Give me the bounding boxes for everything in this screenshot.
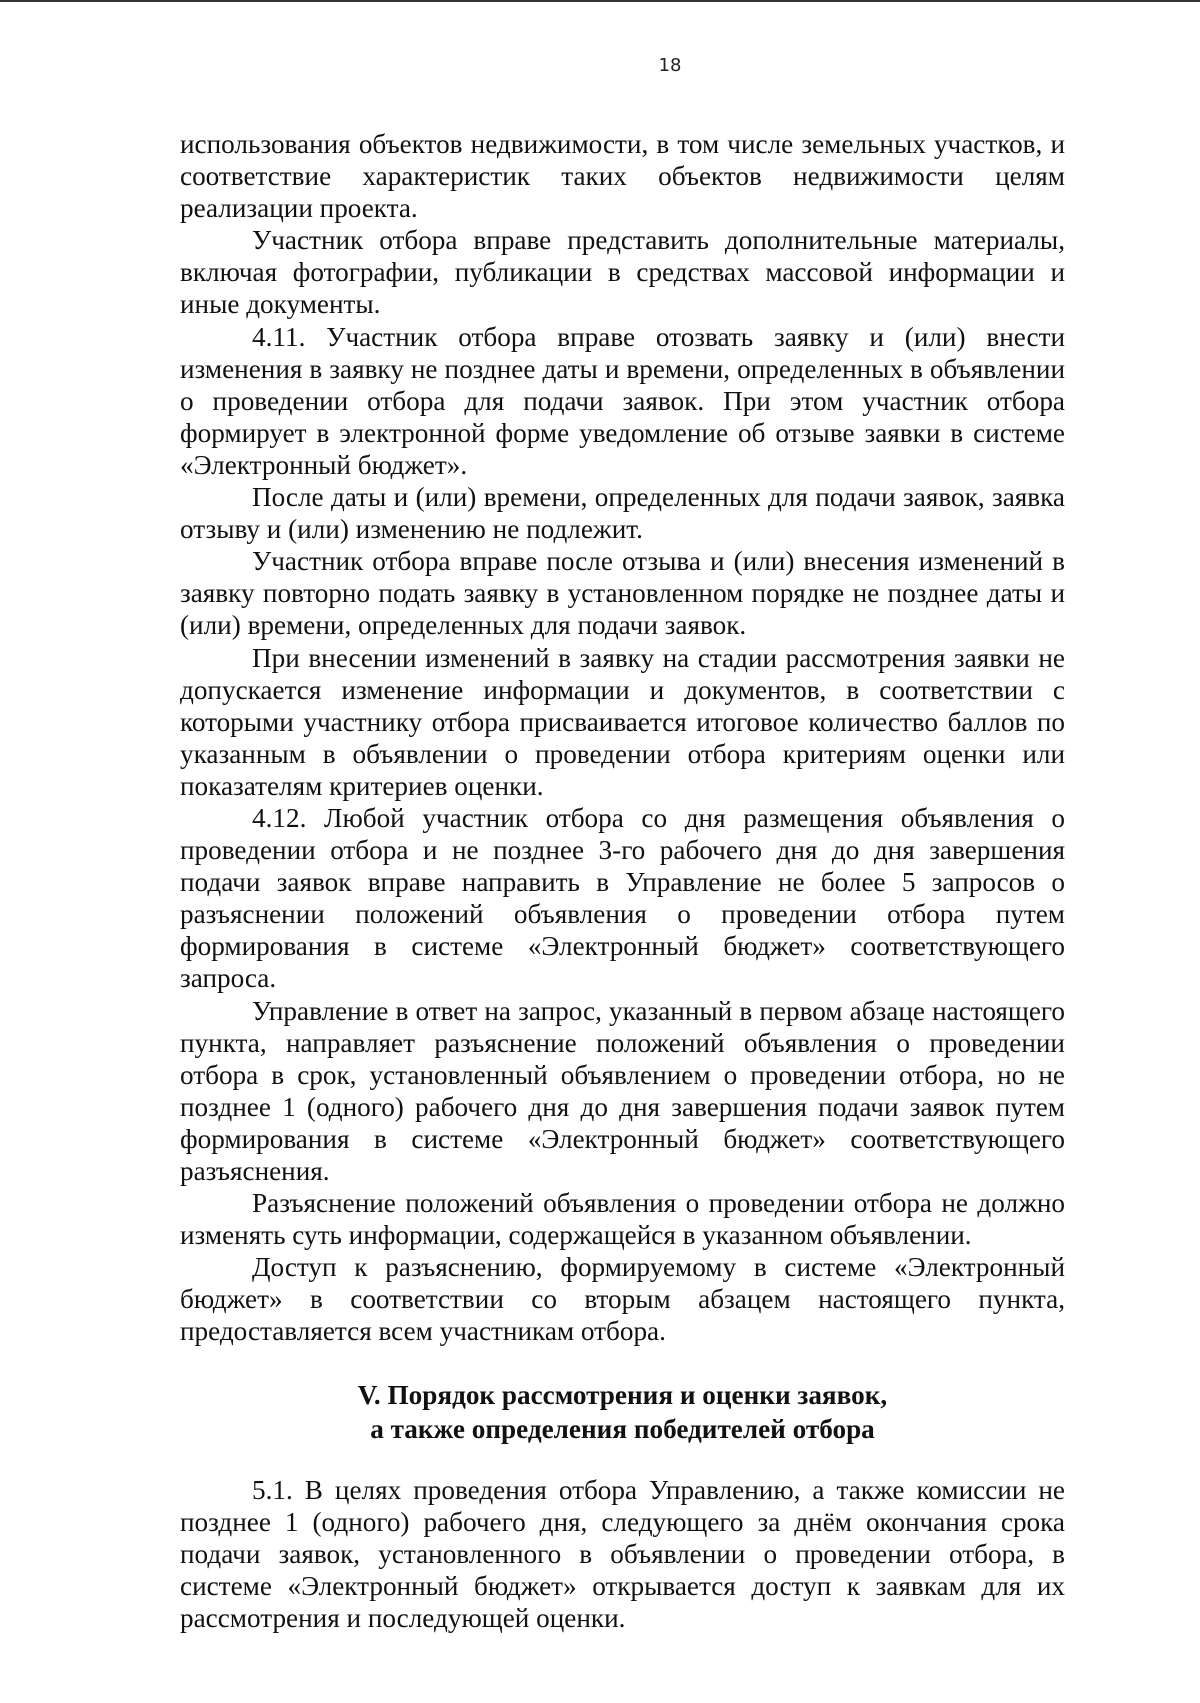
paragraph: 4.12. Любой участник отбора со дня размещения объявления о проведении отбора и не позднее 3-го рабочего дня до дня завершения подачи заявок вправе направить в Управление не более 5 запросов о разъяснении положений объявления о проведении отбора путем формирования в системе «Электронный бюджет» соответствующего запроса.: [180, 802, 1065, 994]
scan-edge-line: [0, 0, 1200, 2]
section-heading-line-2: а также определения победителей отбора: [370, 1413, 875, 1444]
document-body: [180, 128, 1065, 1634]
paragraph: Участник отбора вправе представить дополнительные материалы, включая фотографии, публикации в средствах массовой информации и иные документы.: [180, 225, 1065, 320]
section-heading-line-1: V. Порядок рассмотрения и оценки заявок,: [357, 1379, 888, 1410]
paragraph: При внесении изменений в заявку на стадии рассмотрения заявки не допускается изменение информации и документов, в соответствии с которыми участнику отбора присваивается итоговое количество баллов по указанным в объявлении о проведении отбора критериям оценки или показателям критериев оценки.: [180, 642, 1065, 801]
paragraph: 4.11. Участник отбора вправе отозвать заявку и (или) внести изменения в заявку не позднее даты и времени, определенных в объявлении о проведении отбора для подачи заявок. При этом участник отбора формирует в электронной форме уведомление об отзыве заявки в системе «Электронный бюджет».: [180, 321, 1065, 480]
section-heading: [180, 1378, 1065, 1446]
paragraph: Участник отбора вправе после отзыва и (или) внесения изменений в заявку повторно подать заявку в установленном порядке не позднее даты и (или) времени, определенных для подачи заявок.: [180, 546, 1065, 641]
paragraph: Разъяснение положений объявления о проведении отбора не должно изменять суть информации, содержащейся в указанном объявлении.: [180, 1188, 1065, 1251]
paragraph: 5.1. В целях проведения отбора Управлению, а также комиссии не позднее 1 (одного) рабочего дня, следующего за днём окончания срока подачи заявок, установленного в объявлении о проведении отбора, в системе «Электронный бюджет» открывается доступ к заявкам для их рассмотрения и последующей оценки.: [180, 1474, 1065, 1633]
page-number: 18: [658, 55, 682, 76]
paragraph: После даты и (или) времени, определенных для подачи заявок, заявка отзыву и (или) изменению не подлежит.: [180, 482, 1065, 545]
paragraph: Управление в ответ на запрос, указанный в первом абзаце настоящего пункта, направляет разъяснение положений объявления о проведении отбора в срок, установленный объявлением о проведении отбора, но не позднее 1 (одного) рабочего дня до дня завершения подачи заявок путем формирования в системе «Электронный бюджет» соответствующего разъяснения.: [180, 995, 1065, 1186]
paragraph: Доступ к разъяснению, формируемому в системе «Электронный бюджет» в соответствии со вторым абзацем настоящего пункта, предоставляется всем участникам отбора.: [180, 1252, 1065, 1347]
paragraph: использования объектов недвижимости, в том числе земельных участков, и соответствие характеристик таких объектов недвижимости целям реализации проекта.: [180, 129, 1065, 224]
